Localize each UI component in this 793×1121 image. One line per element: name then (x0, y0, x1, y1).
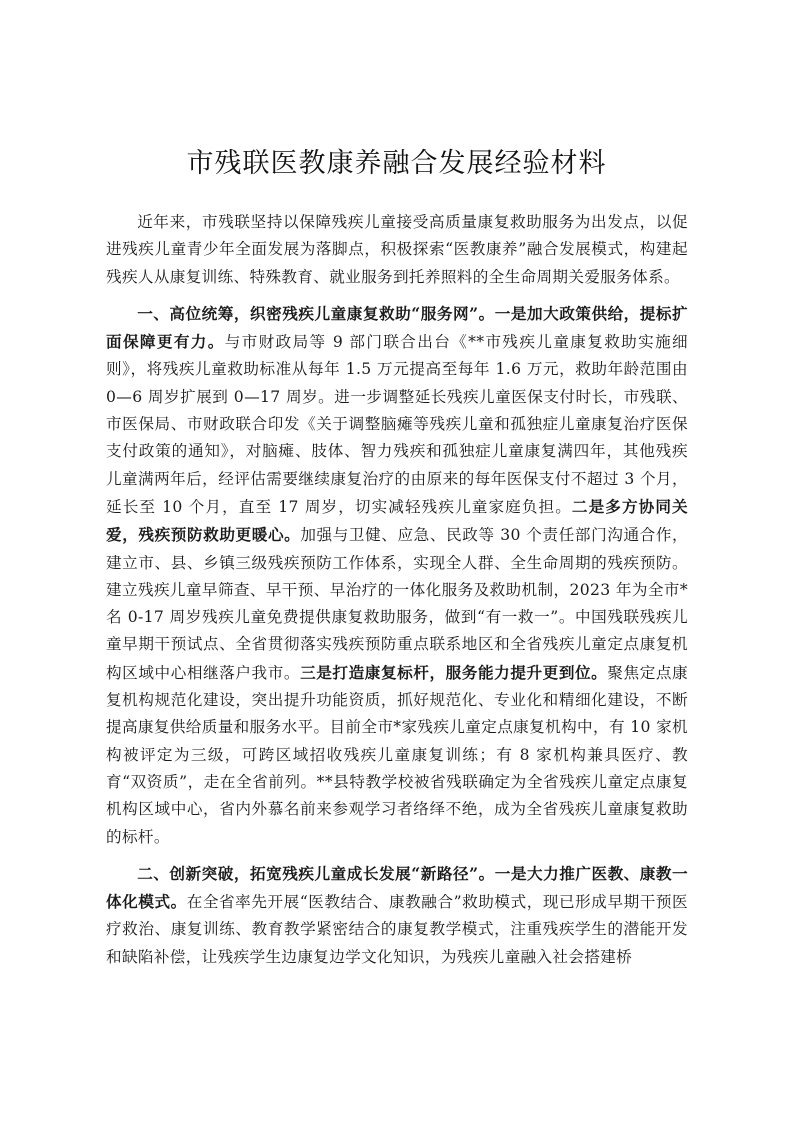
section-2-paragraph (106, 860, 688, 971)
section-1-point-2-lead: 二是多方协同关爱，残疾预防救助更暖心。 (106, 496, 688, 545)
section-1-point-1-lead: 一是加大政策供给，提标扩面保障更有力。 (106, 303, 688, 352)
section-1-point-1-text: 与市财政局等 9 部门联合出台《**市残疾儿童康复救助实施细则》，将残疾儿童救助标准从每年 1.5 万元提高至每年 1.6 万元，救助年龄范围由 0—6 周岁扩展到 0—17 周岁。进一步调整延长残疾儿童医保支付时长，市残联、市医保局、市财政联合印发《关于调整脑瘫等残疾儿童和孤独症儿童康复治疗医保支付政策的通知》，对脑瘫、肢体、智力残疾和孤独症儿童康复满四年，其他残疾儿童满两年后，经评估需要继续康复治疗的由原来的每年医保支付不超过 3 个月，延长至 10 个月，直至 17 周岁，切实减轻残疾儿童家庭负担。 (106, 333, 688, 516)
section-2-point-1-text: 在全省率先开展“医教结合、康教融合”救助模式，现已形成早期干预医疗救治、康复训练、教育教学紧密结合的康复教学模式，注重残疾学生的潜能开发和缺陷补偿，让残疾学生边康复边学文化知识，为残疾儿童融入社会搭建桥 (106, 893, 688, 966)
section-1-point-3-lead: 三是打造康复标杆，服务能力提升更到位。 (300, 662, 608, 682)
section-1-paragraph (106, 300, 688, 851)
section-1-heading: 一、高位统筹，织密残疾儿童康复救助“服务网”。 (137, 303, 495, 323)
document-body (106, 209, 688, 971)
section-1-point-3-text: 聚焦定点康复机构规范化建设，突出提升功能资质，抓好规范化、专业化和精细化建设，不断提高康复供给质量和服务水平。目前全市*家残疾儿童定点康复机构中，有 10 家机构被评定为三级，可跨区域招收残疾儿童康复训练；有 8 家机构兼具医疗、教育“双资质”，走在全省前列。**县特教学校被省残联确定为全省残疾儿童定点康复机构区域中心，省内外慕名前来参观学习者络绎不绝，成为全省残疾儿童康复救助的标杆。 (106, 663, 688, 846)
section-2-heading: 二、创新突破，拓宽残疾儿童成长发展“新路径”。 (137, 863, 495, 883)
intro-paragraph: 近年来，市残联坚持以保障残疾儿童接受高质量康复救助服务为出发点，以促进残疾儿童青少年全面发展为落脚点，积极探索“医教康养”融合发展模式，构建起残疾人从康复训练、特殊教育、就业服务到托养照料的全生命周期关爱服务体系。 (106, 213, 688, 286)
document-title: 市残联医教康养融合发展经验材料 (186, 148, 607, 179)
section-2-point-1-lead: 一是大力推广医教、康教一体化模式。 (106, 863, 688, 912)
section-1-point-2-text: 加强与卫健、应急、民政等 30 个责任部门沟通合作，建立市、县、乡镇三级残疾预防工作体系，实现全人群、全生命周期的残疾预防。建立残疾儿童早筛查、早干预、早治疗的一体化服务及救助机制，2023 年为全市*名 0-17 周岁残疾儿童免费提供康复救助服务，做到“有一救一”。中国残联残疾儿童早期干预试点、全省贯彻落实残疾预防重点联系地区和全省残疾儿童定点康复机构区域中心相继落户我市。 (106, 526, 688, 682)
